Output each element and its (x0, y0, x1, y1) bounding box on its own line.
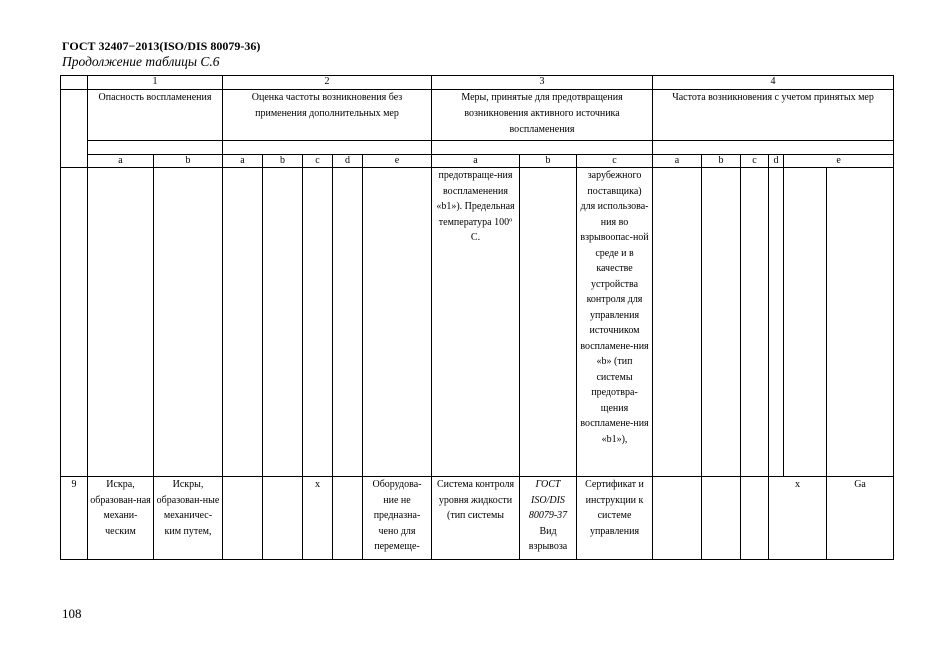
blank-subheader-row (61, 141, 894, 155)
blank-cell (432, 141, 653, 155)
blank-cell (653, 141, 894, 155)
cell-result-e: Ga (827, 477, 894, 560)
row-number-cell: 9 (61, 477, 88, 560)
group-title-cell: Частота возникновения с учетом принятых мер (653, 90, 894, 141)
column-letter: c (741, 155, 769, 168)
column-letter: e (363, 155, 432, 168)
cell-measures-b (520, 477, 577, 560)
group-title-row (61, 90, 894, 141)
column-letter: d (333, 155, 363, 168)
column-letter: d (769, 155, 784, 168)
column-letter: e (784, 155, 894, 168)
blank-cell (88, 141, 223, 155)
cell-result-d: x (769, 477, 827, 560)
ignition-hazard-table (60, 75, 894, 560)
cell (520, 168, 577, 477)
cell-measures-c: зарубежного поставщика) для использова-ния во взрывоопас-ной среде и в качестве устройства контроля для управления источником воспламене-ния «b» (тип системы предотвра-щения воспламене-ния «b1»), (577, 168, 653, 477)
cell (263, 477, 303, 560)
cell-measures-a: Система контроля уровня жидкости (тип системы (432, 477, 520, 560)
cell (223, 477, 263, 560)
column-letter: b (154, 155, 223, 168)
group-title-cell: Опасность воспламенения (88, 90, 223, 141)
column-letter: a (88, 155, 154, 168)
cell-frequency-e: Оборудова-ние не предназна-чено для перемеще- (363, 477, 432, 560)
row-number-header-cell (61, 90, 88, 168)
cell (741, 168, 769, 477)
group-title-cell: Меры, принятые для предотвращения возникновения активного источника воспламенения (432, 90, 653, 141)
cell-hazard-a: Искра, образован-ная механи-ческим (88, 477, 154, 560)
cell-frequency-c: x (303, 477, 333, 560)
group-number-cell: 3 (432, 76, 653, 90)
table-continuation-caption: Продолжение таблицы С.6 (62, 54, 220, 69)
document-title: ГОСТ 32407−2013(ISO/DIS 80079-36) (62, 39, 261, 53)
cell (702, 477, 741, 560)
cell (263, 168, 303, 477)
cell-hazard-b: Искры, образован-ные механичес-ким путем, (154, 477, 223, 560)
cell (784, 168, 827, 477)
corner-cell (61, 76, 88, 90)
column-letter: b (520, 155, 577, 168)
cell (154, 168, 223, 477)
standard-reference: ГОСТ ISO/DIS 80079-37 (528, 479, 568, 521)
cell (653, 168, 702, 477)
blank-cell (223, 141, 432, 155)
column-letter: b (263, 155, 303, 168)
cell-measures-a: предотвраще-ния воспламенения «b1»). Предельная температура 100º С. (432, 168, 520, 477)
cell (223, 168, 263, 477)
cell (769, 168, 784, 477)
column-letter: a (223, 155, 263, 168)
group-number-row (61, 76, 894, 90)
cell (741, 477, 769, 560)
cell (88, 168, 154, 477)
table-row (61, 168, 894, 477)
table-row (61, 477, 894, 560)
group-number-cell: 4 (653, 76, 894, 90)
cell (61, 168, 88, 477)
group-number-cell: 1 (88, 76, 223, 90)
cell (702, 168, 741, 477)
group-number-cell: 2 (223, 76, 432, 90)
column-letter: a (432, 155, 520, 168)
column-letter: a (653, 155, 702, 168)
column-letter-row (61, 155, 894, 168)
group-title-cell: Оценка частоты возникновения без применения дополнительных мер (223, 90, 432, 141)
cell-measures-c: Сертификат и инструкции к системе управления (577, 477, 653, 560)
column-letter: b (702, 155, 741, 168)
cell (303, 168, 333, 477)
column-letter: c (577, 155, 653, 168)
cell (333, 477, 363, 560)
cell (363, 168, 432, 477)
cell (333, 168, 363, 477)
cell (827, 168, 894, 477)
cell (653, 477, 702, 560)
page-number: 108 (62, 606, 82, 621)
column-letter: c (303, 155, 333, 168)
cell-text: Вид взрывоза (528, 525, 568, 552)
